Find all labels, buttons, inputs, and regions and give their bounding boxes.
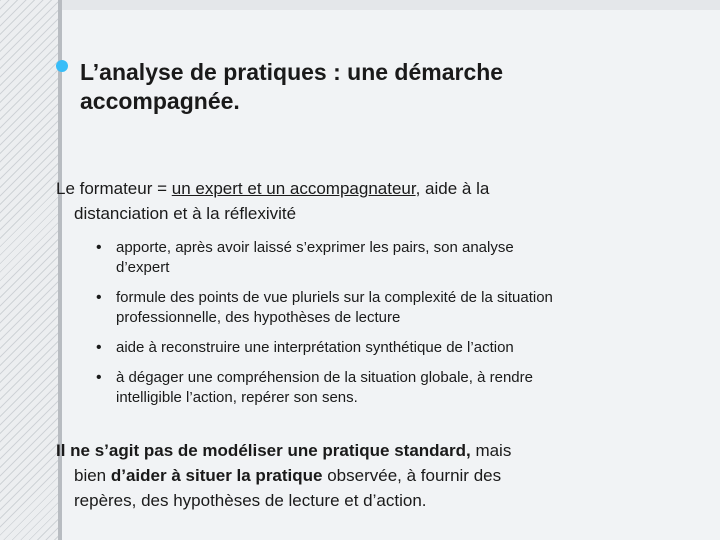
list-item [96,238,666,278]
title-line-2: accompagnée. [80,88,240,114]
list-item [96,288,666,328]
bullet-line-1: formule des points de vue pluriels sur la complexité de la situation [116,289,553,306]
closing-bold-1: Il ne s’agit pas de modéliser une pratique standard, [56,441,471,460]
closing-line-1 [56,438,656,463]
lead-prefix: Le formateur = [56,179,172,198]
bullet-icon: • [96,289,102,306]
closing-bold-2: d’aider à situer la pratique [110,466,323,485]
top-band [62,0,720,10]
bullet-line-2: d’expert [116,259,170,276]
list-item [96,368,666,408]
bullet-line-1: aide à reconstruire une interprétation synthétique de l’action [116,339,514,356]
bullet-icon: • [96,339,102,356]
closing-line-2 [56,463,656,488]
title-line-1: L’analyse de pratiques : une démarche [80,59,504,85]
closing-line-3: repères, des hypothèses de lecture et d’action. [74,491,427,510]
bullet-line-2: intelligible l’action, repérer son sens. [116,389,358,406]
bullet-line-2: professionnelle, des hypothèses de lecture [116,309,401,326]
lead-paragraph [56,176,676,226]
list-item [96,338,666,358]
lead-underlined: un expert et un accompagnateur [171,179,416,198]
closing-normal-2b: observée, à fournir des [322,466,502,485]
decorative-strip [0,0,58,540]
closing-normal-1: mais [470,441,512,460]
lead-line-1 [56,176,676,201]
bullet-line-1: apporte, après avoir laissé s’exprimer les pairs, son analyse [116,239,514,256]
lead-suffix: , aide à la [415,179,490,198]
bullet-icon: • [96,369,102,386]
closing-normal-2a: bien [74,466,111,485]
closing-paragraph [56,438,656,513]
bullet-line-1: à dégager une compréhension de la situation globale, à rendre [116,369,533,386]
bullet-icon: • [96,239,102,256]
slide-title [80,58,640,116]
lead-line-2: distanciation et à la réflexivité [74,204,297,223]
title-bullet-icon [56,60,68,72]
bullet-list [96,238,666,408]
